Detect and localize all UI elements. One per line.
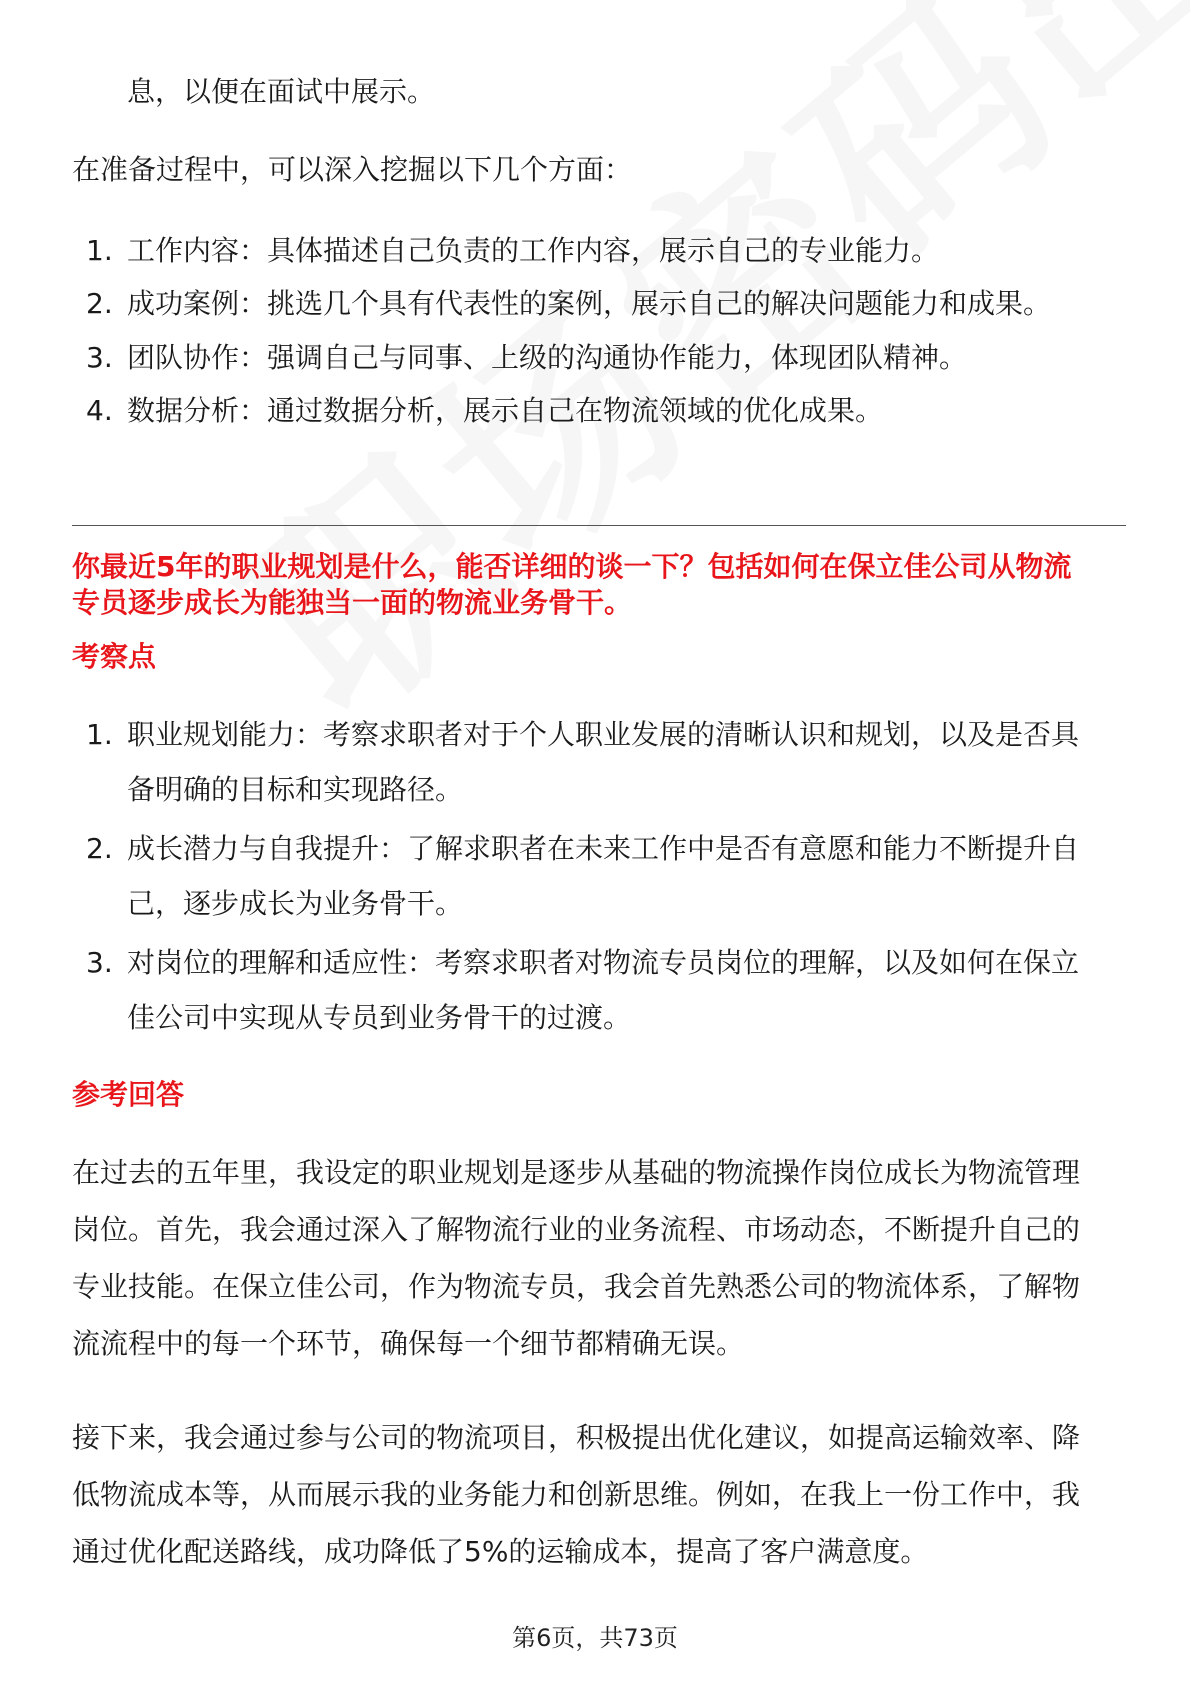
list-number: 1. <box>86 718 113 751</box>
list-text: 己，逐步成长为业务骨干。 <box>127 887 464 920</box>
list-text: 成长潜力与自我提升：了解求职者在未来工作中是否有意愿和能力不断提升自 <box>127 832 1080 865</box>
list-text: 团队协作：强调自己与同事、上级的沟通协作能力，体现团队精神。 <box>127 341 968 374</box>
list-number: 2. <box>86 832 113 865</box>
list-text: 备明确的目标和实现路径。 <box>127 773 464 806</box>
paragraph-line: 通过优化配送路线，成功降低了5%的运输成本，提高了客户满意度。 <box>72 1535 929 1568</box>
question-line: 专员逐步成长为能独当一面的物流业务骨干。 <box>72 586 633 619</box>
list-text: 成功案例：挑选几个具有代表性的案例，展示自己的解决问题能力和成果。 <box>127 287 1052 320</box>
watermark <box>170 0 1190 774</box>
list-text: 职业规划能力：考察求职者对于个人职业发展的清晰认识和规划，以及是否具 <box>127 718 1080 751</box>
answer-heading: 参考回答 <box>72 1078 185 1111</box>
list-text: 工作内容：具体描述自己负责的工作内容，展示自己的专业能力。 <box>127 234 940 267</box>
list-number: 1. <box>86 234 113 267</box>
paragraph-line: 岗位。首先，我会通过深入了解物流行业的业务流程、市场动态，不断提升自己的 <box>72 1213 1081 1246</box>
paragraph-line: 低物流成本等，从而展示我的业务能力和创新思维。例如，在我上一份工作中，我 <box>72 1478 1081 1511</box>
page-footer: 第6页，共73页 <box>512 1624 678 1652</box>
list-text: 对岗位的理解和适应性：考察求职者对物流专员岗位的理解，以及如何在保立 <box>127 946 1080 979</box>
section-divider <box>72 525 1126 526</box>
intro-continuation: 息，以便在面试中展示。 <box>127 75 436 108</box>
question-line: 你最近5年的职业规划是什么，能否详细的谈一下？包括如何在保立佳公司从物流 <box>72 550 1072 583</box>
paragraph-line: 专业技能。在保立佳公司，作为物流专员，我会首先熟悉公司的物流体系，了解物 <box>72 1270 1081 1303</box>
list-number: 3. <box>86 341 113 374</box>
paragraph-line: 接下来，我会通过参与公司的物流项目，积极提出优化建议，如提高运输效率、降 <box>72 1421 1081 1454</box>
points-heading: 考察点 <box>72 640 157 673</box>
list-number: 3. <box>86 946 113 979</box>
list-number: 2. <box>86 287 113 320</box>
list-number: 4. <box>86 394 113 427</box>
list-text: 数据分析：通过数据分析，展示自己在物流领域的优化成果。 <box>127 394 884 427</box>
prep-intro: 在准备过程中，可以深入挖掘以下几个方面： <box>72 153 633 186</box>
paragraph-line: 在过去的五年里，我设定的职业规划是逐步从基础的物流操作岗位成长为物流管理 <box>72 1156 1081 1189</box>
paragraph-line: 流流程中的每一个环节，确保每一个细节都精确无误。 <box>72 1327 745 1360</box>
list-text: 佳公司中实现从专员到业务骨干的过渡。 <box>127 1001 632 1034</box>
